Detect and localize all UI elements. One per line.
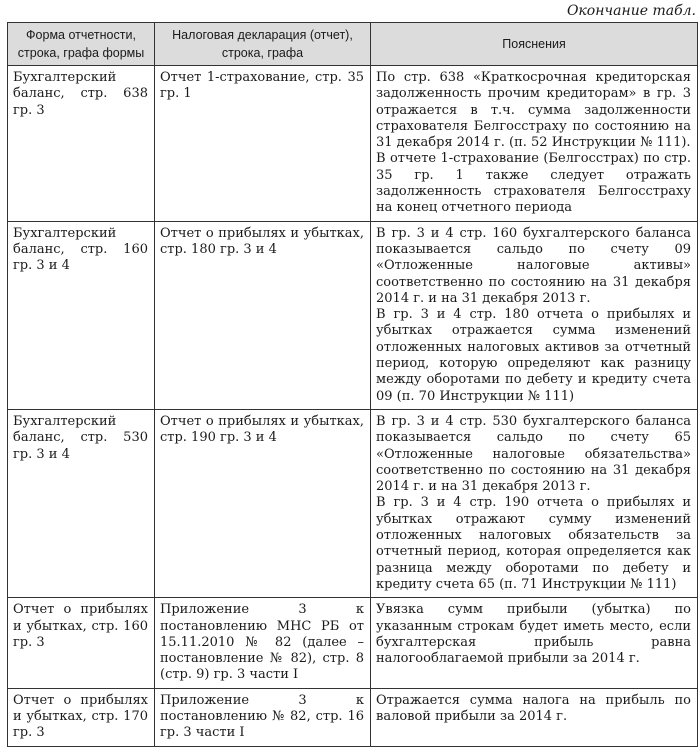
table-row	[8, 688, 698, 746]
table-row	[8, 598, 698, 688]
table-row	[8, 221, 698, 409]
reconciliation-table	[7, 22, 698, 747]
cell-form: Бухгалтерский баланс, стр. 638 гр. 3	[8, 66, 155, 222]
note-paragraph: В гр. 3 и 4 стр. 180 отчета о прибылях и убытках отражается сумма изменений отложенных налоговых активов за отчетный период, которую определяют как разницу между оборотами по дебету и кредиту счета 09 (п. 70 Инструкции № 111)	[376, 307, 691, 404]
header-notes: Пояснения	[371, 23, 698, 66]
cell-declaration: Отчет 1-страхование, стр. 35 гр. 1	[155, 66, 371, 222]
header-declaration: Налоговая декларация (отчет), строка, графа	[155, 23, 371, 66]
note-paragraph: В гр. 3 и 4 стр. 160 бухгалтерского баланса показывается сальдо по счету 09 «Отложенные налоговые активы» соответственно по состоянию на 31 декабря 2014 г. и на 31 декабря 2013 г.	[376, 225, 691, 306]
cell-notes	[371, 688, 698, 746]
cell-form: Отчет о прибылях и убытках, стр. 160 гр. 3	[8, 598, 155, 688]
note-paragraph: Отражается сумма налога на прибыль по валовой прибыли за 2014 г.	[376, 692, 691, 724]
cell-form: Бухгалтерский баланс, стр. 160 гр. 3 и 4	[8, 221, 155, 409]
table-caption: Окончание табл.	[566, 3, 696, 19]
cell-form: Бухгалтерский баланс, стр. 530 гр. 3 и 4	[8, 409, 155, 597]
note-paragraph: По стр. 638 «Краткосрочная кредиторская задолженность прочим кредиторам» в гр. 3 отражается в т.ч. сумма задолженности страхователя Белгосстраху по состоянию на 31 декабря 2014 г. (п. 52 Инструкции № 111).	[376, 70, 691, 151]
cell-notes	[371, 598, 698, 688]
note-paragraph: В гр. 3 и 4 стр. 530 бухгалтерского баланса показывается сальдо по счету 65 «Отложенные налоговые обязательства» соответственно по состоянию на 31 декабря 2014 г. и на 31 декабря 2013 г.	[376, 413, 691, 495]
note-paragraph: В отчете 1-страхование (Белгосстрах) по стр. 35 гр. 1 также следует отражать задолженность страхователя Белгосстраху на конец отчетного периода	[376, 151, 691, 216]
cell-notes	[371, 221, 698, 409]
cell-declaration: Отчет о прибылях и убытках, стр. 180 гр. 3 и 4	[155, 221, 371, 409]
cell-notes	[371, 66, 698, 222]
table-row	[8, 409, 698, 597]
header-form: Форма отчетности, строка, графа формы	[8, 23, 155, 66]
note-paragraph: В гр. 3 и 4 стр. 190 отчета о прибылях и убытках отражают сумму изменений отложенных налоговых обязательств за отчетный период, которая определяется как разница между оборотами по дебету и кредиту счета 65 (п. 71 Инструкции № 111)	[376, 495, 691, 592]
cell-form: Отчет о прибылях и убытках, стр. 170 гр. 3	[8, 688, 155, 746]
table-header-row	[8, 23, 698, 66]
cell-notes	[371, 409, 698, 597]
cell-declaration: Приложение 3 к постановлению МНС РБ от 15.11.2010 № 82 (далее – постановление № 82), стр. 8 (стр. 9) гр. 3 части I	[155, 598, 371, 688]
cell-declaration: Отчет о прибылях и убытках, стр. 190 гр. 3 и 4	[155, 409, 371, 597]
note-paragraph: Увязка сумм прибыли (убытка) по указанным строкам будет иметь место, если бухгалтерская прибыль равна налогооблагаемой прибыли за 2014 г.	[376, 602, 691, 667]
table-row	[8, 66, 698, 222]
cell-declaration: Приложение 3 к постановлению № 82, стр. 16 гр. 3 части I	[155, 688, 371, 746]
